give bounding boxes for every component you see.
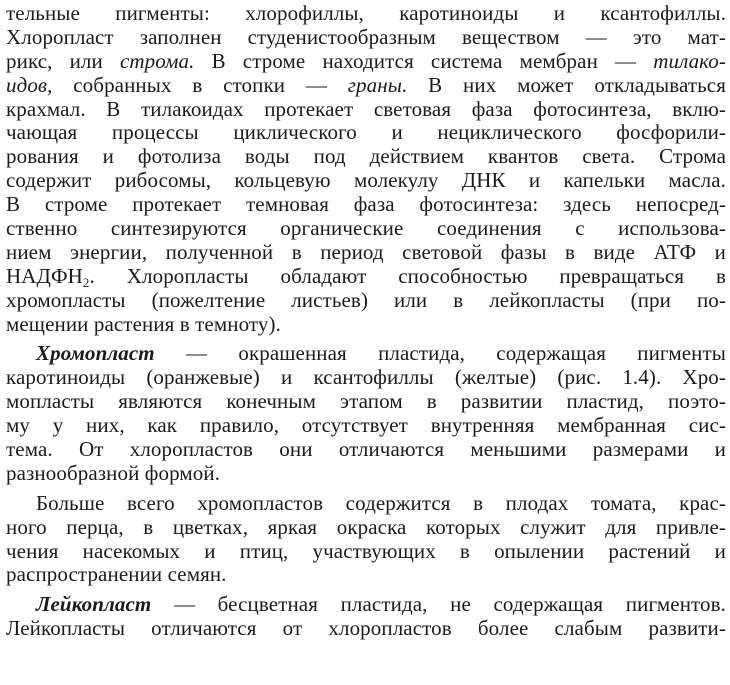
text-line: рования и фотолиза воды под действием квантов света. Строма (6, 144, 726, 169)
text-line (6, 50, 726, 74)
italic-term-stroma: строма. (119, 48, 195, 73)
term-chromoplast: Хромопласт (36, 341, 155, 366)
text-run: В них может откладываться (407, 72, 726, 97)
text-line: каротиноиды (оранжевые) и ксантофиллы (желтые) (рис. 1.4). Хро- (6, 365, 726, 390)
text-line: крахмал. В тилакоидах протекает световая фаза фотосинтеза, вклю- (6, 96, 726, 121)
paragraph-leucoplast (6, 593, 726, 641)
text-line (6, 342, 726, 366)
italic-term-grana: граны. (347, 72, 408, 97)
text-line (6, 265, 726, 289)
text-line: разнообразной формой. (6, 460, 221, 485)
text-run: В строме находится система мембран — (194, 48, 654, 73)
text-run: собранных в стопки — (52, 72, 348, 97)
text-line: нием энергии, полученной в период световой фазы в виде АТФ и (6, 239, 726, 264)
formula-nadph: НАДФН (6, 263, 83, 288)
italic-term-thylakoids: тилако- (653, 48, 726, 73)
text-line: содержит рибосомы, кольцевую молекулу ДНК и капельки масла. (6, 168, 726, 193)
italic-term-thylakoids-end: идов, (6, 72, 53, 97)
text-run: рикс, или (6, 48, 120, 73)
text-line: му у них, как правило, отсутствует внутренняя мембранная сис- (6, 413, 726, 438)
formula-subscript: 2 (82, 274, 90, 290)
text-line: тельные пигменты: хлорофиллы, каротиноиды и ксантофиллы. (6, 1, 726, 25)
paragraph-chromoplast (6, 342, 726, 485)
text-line: Хлоропласт заполнен студенистообразным веществом — это мат- (6, 24, 726, 49)
text-line: Лейкопласты отличаются от хлоропластов более слабым развити- (6, 616, 726, 641)
text-line: ного перца, в цветках, яркая окраска которых служит для привле- (6, 514, 726, 539)
text-line: чения насекомых и птиц, участвующих в опылении растений и (6, 538, 726, 563)
text-run: — бесцветная пластида, не содержащая пигментов. (151, 592, 726, 617)
text-run: . Хлоропласты обладают способностью превращаться в (89, 263, 726, 288)
text-run: — окрашенная пластида, содержащая пигменты (154, 341, 726, 366)
text-line: мещении растения в темноту). (6, 311, 281, 336)
text-line: распространении семян. (6, 562, 227, 587)
text-line: мопласты являются конечным этапом в развитии пластид, поэто- (6, 389, 726, 414)
text-line (6, 593, 726, 617)
text-line: чающая процессы циклического и нециклического фосфорили- (6, 120, 726, 145)
text-line: тема. От хлоропластов они отличаются меньшими размерами и (6, 437, 726, 462)
text-line (6, 74, 726, 98)
paragraph-chloroplast (6, 2, 726, 336)
text-line: ственно синтезируются органические соединения с использова- (6, 216, 726, 241)
term-leucoplast: Лейкопласт (36, 592, 152, 617)
text-line: хромопласты (пожелтение листьев) или в лейкопласты (при по- (6, 287, 726, 312)
text-line: В строме протекает темновая фаза фотосинтеза: здесь непосред- (6, 192, 726, 217)
text-line: Больше всего хромопластов содержится в плодах томата, крас- (36, 490, 726, 515)
paragraph-chromoplast-fruits (6, 492, 726, 588)
